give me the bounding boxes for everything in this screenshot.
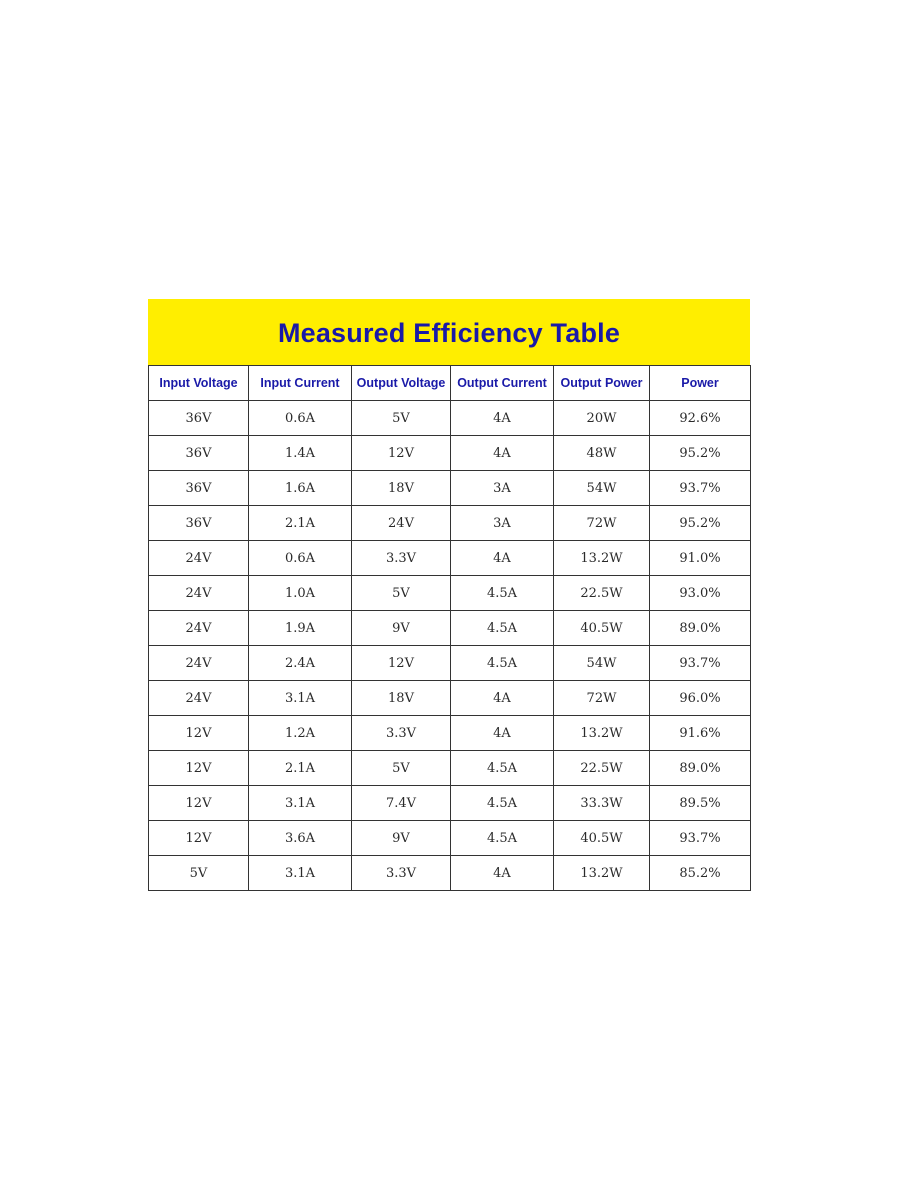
table-cell: 3.1A [249,856,352,891]
table-row [149,401,751,436]
table-cell: 2.4A [249,646,352,681]
table-cell: 93.7% [650,821,751,856]
table-cell: 4A [451,856,554,891]
table-cell: 24V [149,541,249,576]
table-row [149,716,751,751]
table-cell: 12V [352,646,451,681]
table-cell: 89.0% [650,751,751,786]
table-row [149,786,751,821]
table-cell: 9V [352,821,451,856]
table-cell: 1.6A [249,471,352,506]
table-cell: 36V [149,401,249,436]
table-cell: 89.0% [650,611,751,646]
table-row [149,576,751,611]
table-cell: 0.6A [249,541,352,576]
table-cell: 92.6% [650,401,751,436]
table-cell: 3.3V [352,716,451,751]
table-cell: 4.5A [451,646,554,681]
table-cell: 4.5A [451,751,554,786]
table-cell: 36V [149,471,249,506]
table-cell: 5V [352,576,451,611]
table-row [149,821,751,856]
table-cell: 24V [149,611,249,646]
table-row [149,646,751,681]
table-cell: 91.6% [650,716,751,751]
table-cell: 20W [554,401,650,436]
table-body [149,401,751,891]
table-cell: 36V [149,436,249,471]
table-row [149,436,751,471]
table-cell: 18V [352,471,451,506]
table-cell: 40.5W [554,821,650,856]
table-cell: 2.1A [249,751,352,786]
table-cell: 4A [451,401,554,436]
table-cell: 91.0% [650,541,751,576]
table-cell: 33.3W [554,786,650,821]
table-cell: 12V [149,786,249,821]
table-cell: 4.5A [451,786,554,821]
table-cell: 12V [149,716,249,751]
table-cell: 3.6A [249,821,352,856]
table-cell: 22.5W [554,751,650,786]
table-cell: 2.1A [249,506,352,541]
table-cell: 1.2A [249,716,352,751]
column-header: Output Voltage [352,366,451,401]
table-cell: 3.1A [249,786,352,821]
table-cell: 89.5% [650,786,751,821]
table-row [149,681,751,716]
table-cell: 7.4V [352,786,451,821]
table-cell: 3.3V [352,541,451,576]
table-cell: 4.5A [451,611,554,646]
table-row [149,541,751,576]
column-header: Input Current [249,366,352,401]
table-cell: 12V [149,751,249,786]
table-cell: 4.5A [451,821,554,856]
table-cell: 40.5W [554,611,650,646]
table-cell: 13.2W [554,856,650,891]
table-cell: 4A [451,681,554,716]
table-title: Measured Efficiency Table [277,317,621,348]
table-cell: 9V [352,611,451,646]
table-cell: 4A [451,436,554,471]
table-cell: 5V [352,751,451,786]
table-row [149,471,751,506]
efficiency-table [148,365,751,891]
table-cell: 5V [149,856,249,891]
header-row [149,366,751,401]
table-cell: 95.2% [650,506,751,541]
table-cell: 4A [451,541,554,576]
table-cell: 24V [149,646,249,681]
column-header: Power [650,366,751,401]
table-cell: 12V [149,821,249,856]
table-cell: 93.0% [650,576,751,611]
title-band [148,299,750,365]
table-row [149,611,751,646]
table-cell: 72W [554,681,650,716]
table-cell: 96.0% [650,681,751,716]
table-cell: 24V [352,506,451,541]
table-cell: 18V [352,681,451,716]
table-cell: 24V [149,576,249,611]
table-cell: 72W [554,506,650,541]
table-cell: 22.5W [554,576,650,611]
table-cell: 4.5A [451,576,554,611]
table-cell: 36V [149,506,249,541]
table-cell: 1.4A [249,436,352,471]
table-row [149,856,751,891]
table-cell: 12V [352,436,451,471]
table-cell: 54W [554,646,650,681]
table-cell: 1.0A [249,576,352,611]
column-header: Input Voltage [149,366,249,401]
table-cell: 3.3V [352,856,451,891]
efficiency-table-container [148,299,750,891]
table-cell: 54W [554,471,650,506]
table-cell: 0.6A [249,401,352,436]
column-header: Output Current [451,366,554,401]
table-row [149,506,751,541]
table-cell: 85.2% [650,856,751,891]
table-cell: 13.2W [554,541,650,576]
column-header: Output Power [554,366,650,401]
table-cell: 3.1A [249,681,352,716]
table-cell: 13.2W [554,716,650,751]
table-cell: 1.9A [249,611,352,646]
table-cell: 5V [352,401,451,436]
table-row [149,751,751,786]
table-cell: 3A [451,471,554,506]
table-cell: 93.7% [650,646,751,681]
table-cell: 93.7% [650,471,751,506]
table-cell: 48W [554,436,650,471]
table-cell: 24V [149,681,249,716]
table-cell: 4A [451,716,554,751]
table-cell: 95.2% [650,436,751,471]
table-cell: 3A [451,506,554,541]
